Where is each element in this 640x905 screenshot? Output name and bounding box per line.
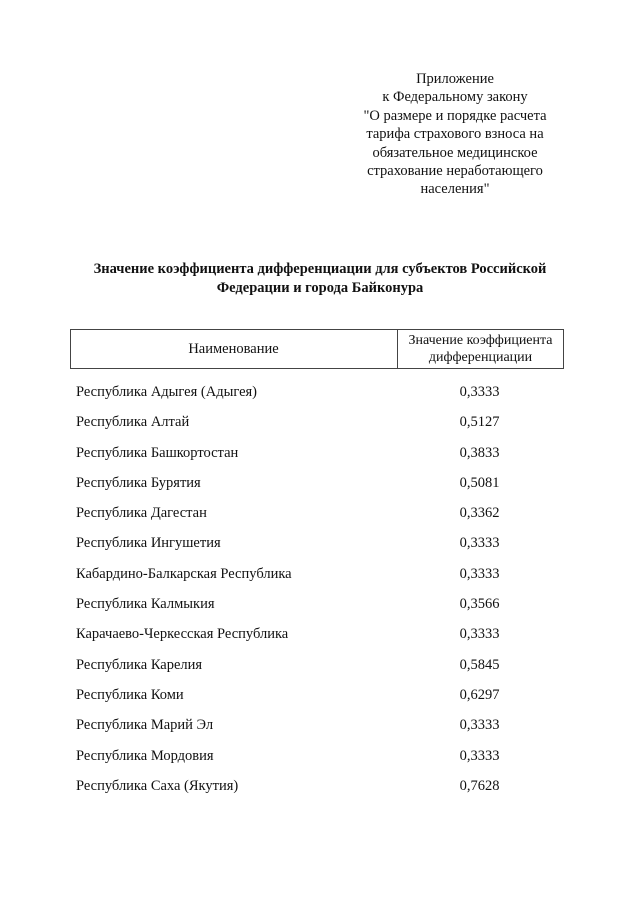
- coefficient-value: 0,3333: [459, 535, 500, 552]
- table-header: [70, 329, 564, 369]
- table-row: [70, 499, 564, 529]
- coefficient-value: 0,7628: [459, 777, 500, 794]
- coefficient-value: 0,5127: [459, 414, 500, 431]
- table-row: [70, 529, 564, 559]
- appendix-line: обязательное медицинское: [372, 144, 538, 161]
- table-row: [70, 439, 564, 469]
- column-header-value-line: дифференциации: [428, 350, 533, 365]
- table-row: [70, 378, 564, 408]
- appendix-line: к Федеральному закону: [382, 89, 528, 106]
- appendix-line: "О размере и порядке расчета: [363, 107, 547, 124]
- table-row: [70, 651, 564, 681]
- region-name: Республика Коми: [76, 686, 184, 703]
- table-row: [70, 560, 564, 590]
- document-title: [60, 260, 580, 298]
- region-name: Республика Алтай: [76, 414, 190, 431]
- column-header-name: Наименование: [188, 340, 279, 357]
- table-row: [70, 711, 564, 741]
- region-name: Республика Мордовия: [76, 747, 214, 764]
- column-header-value: [398, 330, 563, 368]
- table-body: [70, 378, 564, 802]
- coefficient-value: 0,3333: [459, 747, 500, 764]
- appendix-note: [330, 70, 580, 199]
- region-name: Республика Башкортостан: [76, 444, 239, 461]
- coefficient-value: 0,3333: [459, 565, 500, 582]
- title-line: Значение коэффициента дифференциации для субъектов Российской: [93, 261, 547, 277]
- region-name: Республика Бурятия: [76, 474, 201, 491]
- region-name: Республика Калмыкия: [76, 596, 215, 613]
- coefficient-value: 0,6297: [459, 686, 500, 703]
- table-row: [70, 590, 564, 620]
- table-row: [70, 620, 564, 650]
- table-row: [70, 408, 564, 438]
- coefficient-value: 0,3333: [459, 384, 500, 400]
- table-row: [70, 469, 564, 499]
- region-name: Республика Адыгея (Адыгея): [76, 384, 258, 400]
- region-name: Республика Саха (Якутия): [76, 777, 239, 794]
- region-name: Республика Дагестан: [76, 505, 207, 522]
- appendix-line: страхование неработающего: [367, 163, 543, 180]
- appendix-line: Приложение: [416, 71, 494, 87]
- region-name: Кабардино-Балкарская Республика: [76, 565, 292, 582]
- appendix-line: тарифа страхового взноса на: [366, 126, 544, 143]
- coefficient-value: 0,5845: [459, 656, 500, 673]
- coefficient-value: 0,3333: [459, 626, 500, 643]
- table-row: [70, 772, 564, 802]
- appendix-line: населения": [420, 181, 490, 198]
- coefficient-value: 0,3362: [459, 505, 500, 522]
- region-name: Республика Марий Эл: [76, 717, 214, 734]
- title-line: Федерации и города Байконура: [216, 280, 424, 296]
- region-name: Республика Карелия: [76, 656, 203, 673]
- region-name: Карачаево-Черкесская Республика: [76, 626, 289, 643]
- coefficient-value: 0,5081: [459, 474, 500, 491]
- table-row: [70, 742, 564, 772]
- column-header-value-line: Значение коэффициента: [408, 333, 553, 348]
- table-row: [70, 681, 564, 711]
- coefficient-value: 0,3566: [459, 596, 500, 613]
- region-name: Республика Ингушетия: [76, 535, 221, 552]
- coefficient-value: 0,3833: [459, 444, 500, 461]
- coefficient-value: 0,3333: [459, 717, 500, 734]
